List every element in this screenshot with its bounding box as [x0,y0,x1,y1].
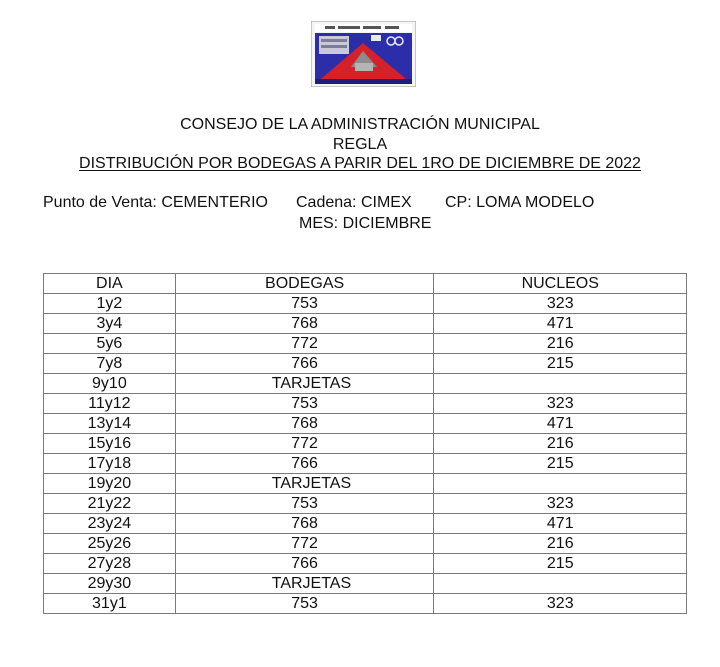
cell-nucleos: 216 [434,434,687,454]
cell-bodegas: 768 [175,514,434,534]
title-distribution [0,154,720,174]
cp: CP: LOMA MODELO [445,194,595,211]
table-row [44,514,687,534]
title-municipality: REGLA [332,136,388,153]
cell-nucleos: 471 [434,314,687,334]
cell-nucleos [434,474,687,494]
cell-nucleos: 323 [434,294,687,314]
table-row [44,354,687,374]
table-row [44,414,687,434]
cell-dia: 1y2 [44,294,176,314]
cell-bodegas: TARJETAS [175,574,434,594]
table-row [44,334,687,354]
cell-dia: 25y26 [44,534,176,554]
table-row [44,594,687,614]
cell-bodegas: 766 [175,354,434,374]
table-row [44,454,687,474]
title-council: CONSEJO DE LA ADMINISTRACIÓN MUNICIPAL [180,116,540,133]
cell-dia: 3y4 [44,314,176,334]
cell-nucleos: 215 [434,454,687,474]
mes: MES: DICIEMBRE [299,215,432,232]
cell-bodegas: 768 [175,314,434,334]
cell-dia: 11y12 [44,394,176,414]
cell-nucleos: 215 [434,554,687,574]
cell-dia: 27y28 [44,554,176,574]
cell-nucleos [434,374,687,394]
header-bodegas: BODEGAS [175,274,434,294]
cell-dia: 9y10 [44,374,176,394]
cell-bodegas: 772 [175,334,434,354]
cell-nucleos: 323 [434,394,687,414]
cell-bodegas: 772 [175,534,434,554]
cell-bodegas: 753 [175,594,434,614]
table-row [44,474,687,494]
cell-nucleos: 323 [434,594,687,614]
cell-bodegas: 753 [175,394,434,414]
table-row [44,574,687,594]
cell-nucleos: 215 [434,354,687,374]
table-row [44,554,687,574]
cell-bodegas: 772 [175,434,434,454]
cell-dia: 17y18 [44,454,176,474]
cell-dia: 23y24 [44,514,176,534]
cell-nucleos: 471 [434,514,687,534]
cell-dia: 31y1 [44,594,176,614]
cell-dia: 19y20 [44,474,176,494]
municipal-seal-logo [311,21,416,87]
table-row [44,434,687,454]
cadena: Cadena: CIMEX [296,194,412,211]
header-nucleos: NUCLEOS [434,274,687,294]
cell-bodegas: 753 [175,294,434,314]
cell-dia: 5y6 [44,334,176,354]
cell-dia: 7y8 [44,354,176,374]
table-row [44,394,687,414]
distribution-table [43,273,687,614]
cell-bodegas: TARJETAS [175,474,434,494]
cell-bodegas: 753 [175,494,434,514]
cell-bodegas: 766 [175,554,434,574]
table-body [44,294,687,614]
cell-dia: 15y16 [44,434,176,454]
cell-nucleos: 471 [434,414,687,434]
cell-nucleos: 216 [434,334,687,354]
table-row [44,294,687,314]
cell-bodegas: 768 [175,414,434,434]
cell-bodegas: TARJETAS [175,374,434,394]
cell-dia: 21y22 [44,494,176,514]
table-header-row [44,274,687,294]
cell-nucleos: 216 [434,534,687,554]
cell-bodegas: 766 [175,454,434,474]
cell-nucleos: 323 [434,494,687,514]
table-row [44,374,687,394]
punto-de-venta: Punto de Venta: CEMENTERIO [43,194,268,211]
table-row [44,314,687,334]
table-row [44,534,687,554]
header-dia: DIA [44,274,176,294]
title-distribution-text: DISTRIBUCIÓN POR BODEGAS A PARIR DEL 1RO DE DICIEMBRE DE 2022 [79,155,641,172]
table-row [44,494,687,514]
cell-dia: 29y30 [44,574,176,594]
cell-nucleos [434,574,687,594]
cell-dia: 13y14 [44,414,176,434]
